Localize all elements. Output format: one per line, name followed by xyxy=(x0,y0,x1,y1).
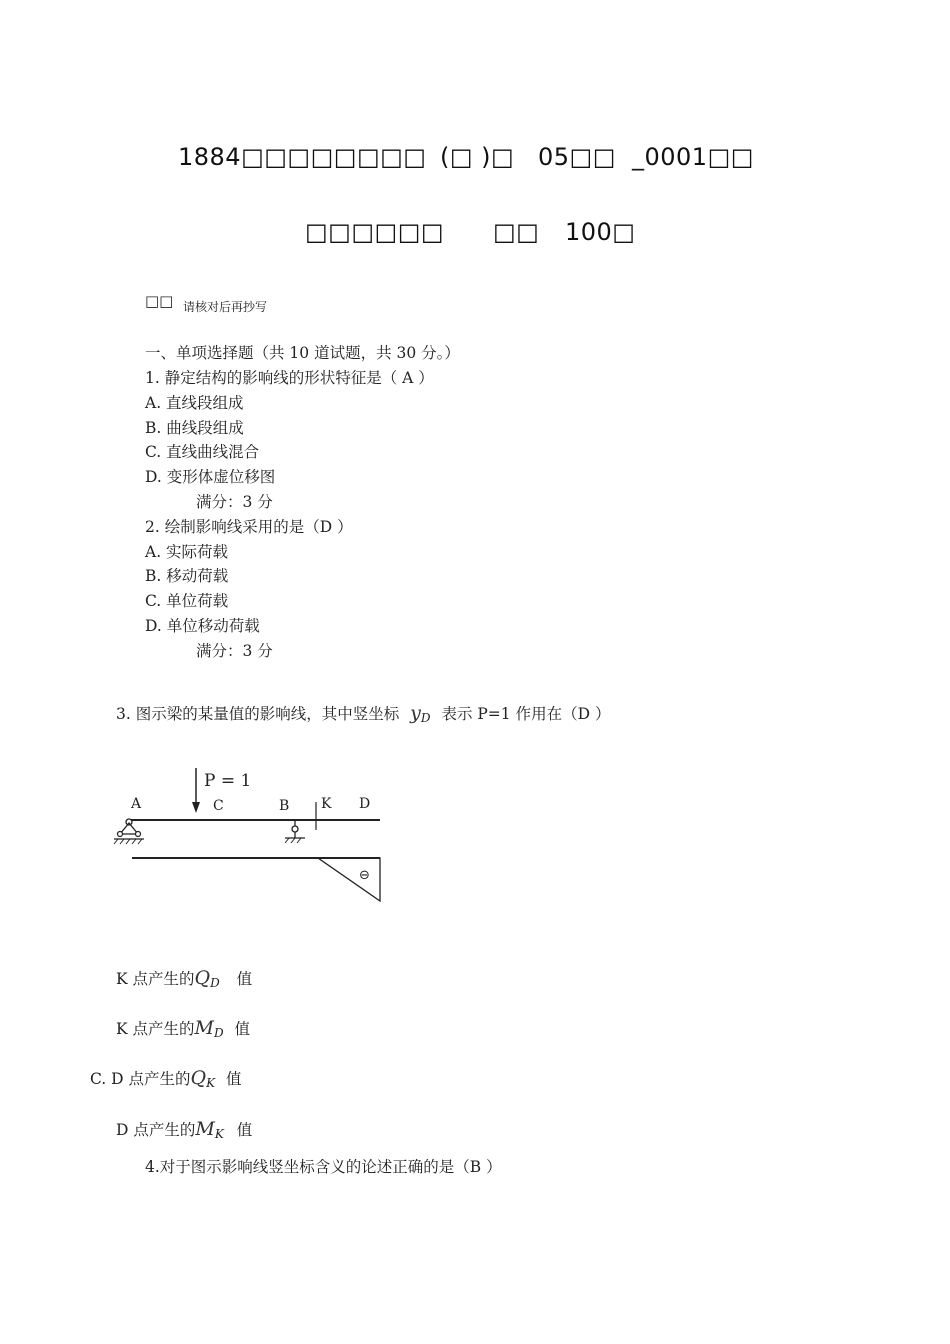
question-3-option-c xyxy=(90,1068,242,1090)
total-score: 100□ xyxy=(565,218,636,246)
load-arrowhead xyxy=(192,802,200,813)
question-1-option-a: A. 直线段组成 xyxy=(145,394,244,412)
point-label-a: A xyxy=(131,796,142,812)
section-heading: 一、单项选择题（共 10 道试题，共 30 分。） xyxy=(145,344,460,362)
point-label-b: B xyxy=(279,798,290,814)
question-1-option-b: B. 曲线段组成 xyxy=(145,419,244,437)
question-2-option-c: C. 单位荷载 xyxy=(145,592,229,610)
pin-support-a xyxy=(114,819,144,844)
q-symbol: Q xyxy=(190,1067,207,1089)
question-2-score: 满分：3 分 xyxy=(196,642,273,660)
title-part-1: 1884□□□□□□□□ xyxy=(178,143,427,171)
question-2-option-b: B. 移动荷载 xyxy=(145,567,229,585)
option-a-suffix: 值 xyxy=(236,970,253,988)
question-3-option-a xyxy=(116,968,252,990)
question-3-option-b xyxy=(116,1018,250,1040)
roller-support-b xyxy=(285,821,305,843)
question-1-option-d: D. 变形体虚位移图 xyxy=(145,468,276,486)
subtitle-part-2: □□ xyxy=(493,218,540,246)
option-b-suffix: 值 xyxy=(234,1020,251,1038)
question-3-option-d xyxy=(116,1119,252,1141)
y-d-symbol xyxy=(410,702,431,725)
point-label-c: C xyxy=(213,798,224,814)
y-subscript: D xyxy=(420,711,431,725)
title-part-3: 05□□ xyxy=(538,143,616,171)
option-a-prefix: K 点产生的 xyxy=(116,970,195,988)
question-1-option-c: C. 直线曲线混合 xyxy=(145,443,260,461)
question-3-stem-after: 表示 P=1 作用在（D ） xyxy=(441,705,611,723)
point-label-k: K xyxy=(321,796,332,812)
question-3-stem-before: 3. 图示梁的某量值的影响线，其中竖坐标 xyxy=(116,705,400,723)
question-1-score: 满分：3 分 xyxy=(196,493,273,511)
subtitle-part-1: □□□□□□ xyxy=(305,218,445,246)
option-d-prefix: D 点产生的 xyxy=(116,1121,196,1139)
option-c-prefix: C. D 点产生的 xyxy=(90,1070,191,1088)
title-part-4: _0001□□ xyxy=(632,143,754,171)
question-4-stem: 4.对于图示影响线竖坐标含义的论述正确的是（B ） xyxy=(145,1158,502,1176)
option-d-suffix: 值 xyxy=(236,1121,253,1139)
load-label: P = 1 xyxy=(204,771,252,791)
title-part-2: (□ )□ xyxy=(440,143,515,171)
point-label-d: D xyxy=(359,796,371,812)
option-d-subscript: K xyxy=(214,1127,224,1141)
question-3-stem xyxy=(116,703,610,725)
option-b-subscript: D xyxy=(213,1026,224,1040)
q-symbol: Q xyxy=(194,967,211,989)
question-2-stem: 2. 绘制影响线采用的是（D ） xyxy=(145,518,353,536)
influence-triangle xyxy=(318,858,380,901)
option-a-subscript: D xyxy=(210,976,220,990)
option-c-subscript: K xyxy=(206,1076,216,1090)
option-b-prefix: K 点产生的 xyxy=(116,1020,195,1038)
beam-influence-line-figure xyxy=(110,760,400,910)
note-text: 请核对后再抄写 xyxy=(183,300,268,314)
m-symbol: M xyxy=(194,1017,214,1039)
note-mark: □□ xyxy=(145,292,174,310)
y-symbol: y xyxy=(410,702,421,724)
m-symbol: M xyxy=(195,1118,215,1140)
negative-sign: ⊖ xyxy=(359,868,370,883)
question-2-option-d: D. 单位移动荷载 xyxy=(145,617,260,635)
option-c-suffix: 值 xyxy=(226,1070,242,1088)
question-2-option-a: A. 实际荷载 xyxy=(145,543,229,561)
question-1-stem: 1. 静定结构的影响线的形状特征是（ A ） xyxy=(145,369,434,387)
